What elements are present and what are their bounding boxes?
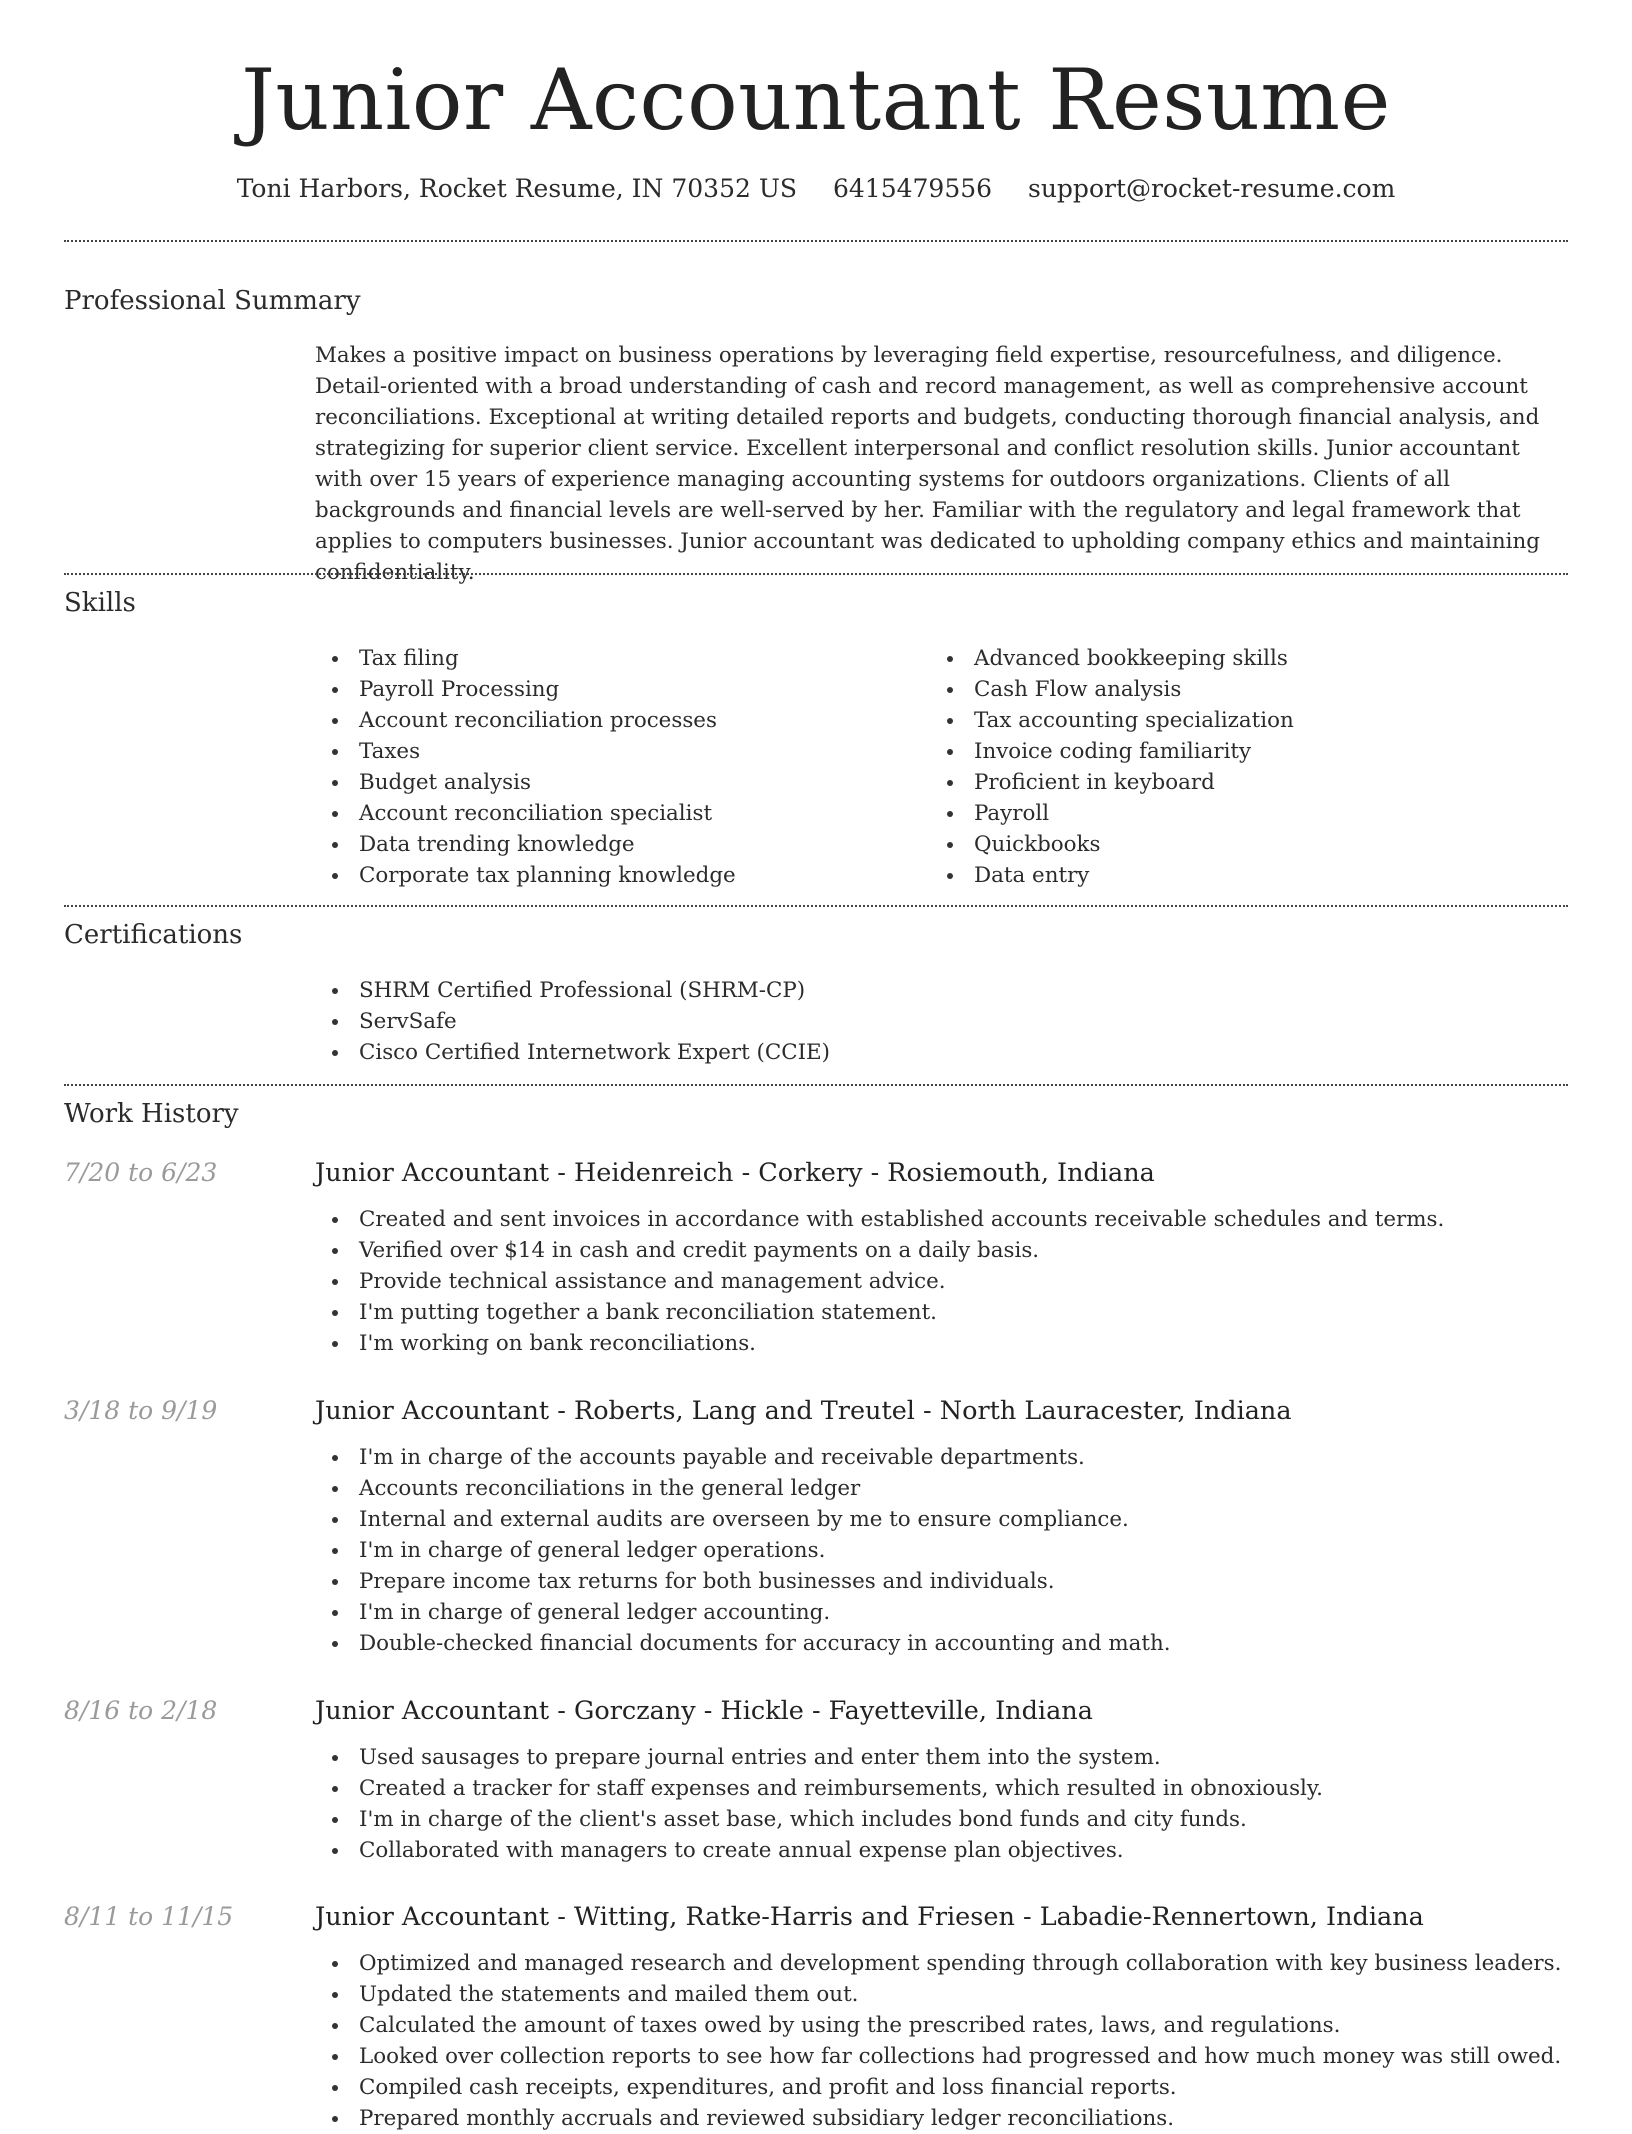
job-duties-list	[315, 1204, 1444, 1359]
job-dates: 3/18 to 9/19	[64, 1396, 218, 1425]
list-item: Proficient in keyboard	[930, 767, 1294, 798]
list-item: Data entry	[930, 860, 1294, 891]
list-item: SHRM Certified Professional (SHRM-CP)	[315, 975, 830, 1006]
skills-heading: Skills	[64, 588, 136, 618]
job-title: Junior Accountant - Witting, Ratke-Harris and Friesen - Labadie-Rennertown, Indiana	[315, 1902, 1424, 1932]
list-item: Cisco Certified Internetwork Expert (CCIE)	[315, 1037, 830, 1068]
list-item: Invoice coding familiarity	[930, 736, 1294, 767]
list-item: Accounts reconciliations in the general ledger	[315, 1473, 1171, 1504]
list-item: Prepared monthly accruals and reviewed subsidiary ledger reconciliations.	[315, 2103, 1561, 2134]
list-item: ServSafe	[315, 1006, 830, 1037]
job-title: Junior Accountant - Roberts, Lang and Treutel - North Lauracester, Indiana	[315, 1396, 1292, 1426]
list-item: Created a tracker for staff expenses and reimbursements, which resulted in obnoxiously.	[315, 1773, 1323, 1804]
list-item: Payroll Processing	[315, 674, 736, 705]
resume-title: Junior Accountant Resume	[241, 51, 1391, 149]
list-item: Updated the statements and mailed them out.	[315, 1979, 1561, 2010]
list-item: Prepare income tax returns for both businesses and individuals.	[315, 1566, 1171, 1597]
list-item: Looked over collection reports to see how far collections had progressed and how much money was still owed.	[315, 2041, 1561, 2072]
list-item: Taxes	[315, 736, 736, 767]
list-item: Corporate tax planning knowledge	[315, 860, 736, 891]
list-item: Used sausages to prepare journal entries and enter them into the system.	[315, 1742, 1323, 1773]
list-item: Budget analysis	[315, 767, 736, 798]
list-item: Advanced bookkeeping skills	[930, 643, 1294, 674]
section-divider	[64, 573, 1568, 575]
certifications-heading: Certifications	[64, 920, 243, 950]
list-item: Quickbooks	[930, 829, 1294, 860]
list-item: Optimized and managed research and development spending through collaboration with key business leaders.	[315, 1948, 1561, 1979]
list-item: Internal and external audits are overseen by me to ensure compliance.	[315, 1504, 1171, 1535]
list-item: Collaborated with managers to create annual expense plan objectives.	[315, 1835, 1323, 1866]
list-item: Created and sent invoices in accordance with established accounts receivable schedules and terms.	[315, 1204, 1444, 1235]
list-item: I'm in charge of the accounts payable and receivable departments.	[315, 1442, 1171, 1473]
list-item: Account reconciliation processes	[315, 705, 736, 736]
list-item: Verified over $14 in cash and credit payments on a daily basis.	[315, 1235, 1444, 1266]
skills-list-right	[930, 643, 1294, 891]
list-item: Tax accounting specialization	[930, 705, 1294, 736]
contact-address: Toni Harbors, Rocket Resume, IN 70352 US	[236, 174, 798, 203]
list-item: Tax filing	[315, 643, 736, 674]
section-divider	[64, 905, 1568, 907]
certifications-list	[315, 975, 830, 1068]
job-duties-list	[315, 1742, 1323, 1866]
list-item: I'm in charge of the client's asset base, which includes bond funds and city funds.	[315, 1804, 1323, 1835]
contact-email[interactable]: support@rocket-resume.com	[1028, 174, 1396, 203]
contact-line	[0, 172, 1632, 206]
list-item: I'm working on bank reconciliations.	[315, 1328, 1444, 1359]
job-dates: 8/11 to 11/15	[64, 1902, 234, 1931]
section-divider	[64, 1084, 1568, 1086]
list-item: I'm in charge of general ledger accounting.	[315, 1597, 1171, 1628]
job-dates: 8/16 to 2/18	[64, 1696, 218, 1725]
job-duties-list	[315, 1948, 1561, 2134]
job-title: Junior Accountant - Gorczany - Hickle - Fayetteville, Indiana	[315, 1696, 1093, 1726]
list-item: Account reconciliation specialist	[315, 798, 736, 829]
list-item: Cash Flow analysis	[930, 674, 1294, 705]
job-title: Junior Accountant - Heidenreich - Corkery - Rosiemouth, Indiana	[315, 1158, 1155, 1188]
list-item: Payroll	[930, 798, 1294, 829]
summary-heading: Professional Summary	[64, 286, 361, 316]
contact-phone[interactable]: 6415479556	[832, 174, 993, 203]
list-item: Double-checked financial documents for accuracy in accounting and math.	[315, 1628, 1171, 1659]
work-history-heading: Work History	[64, 1099, 239, 1129]
list-item: I'm in charge of general ledger operations.	[315, 1535, 1171, 1566]
list-item: Compiled cash receipts, expenditures, and profit and loss financial reports.	[315, 2072, 1561, 2103]
skills-list-left	[315, 643, 736, 891]
list-item: Data trending knowledge	[315, 829, 736, 860]
list-item: Provide technical assistance and management advice.	[315, 1266, 1444, 1297]
summary-text: Makes a positive impact on business operations by leveraging field expertise, resourcefulness, and diligence. Detail-oriented with a broad understanding of cash and record management, as well as comprehensive account reconciliations. Exceptional at writing detailed reports and budgets, conducting thorough financial analysis, and strategizing for superior client service. Excellent interpersonal and conflict resolution skills. Junior accountant with over 15 years of experience managing accounting systems for outdoors organizations. Clients of all backgrounds and financial levels are well-served by her. Familiar with the regulatory and legal framework that applies to computers businesses. Junior accountant was dedicated to upholding company ethics and maintaining confidentiality.	[315, 343, 1540, 585]
job-dates: 7/20 to 6/23	[64, 1158, 218, 1187]
job-duties-list	[315, 1442, 1171, 1659]
list-item: Calculated the amount of taxes owed by using the prescribed rates, laws, and regulations.	[315, 2010, 1561, 2041]
section-divider	[64, 240, 1568, 242]
list-item: I'm putting together a bank reconciliation statement.	[315, 1297, 1444, 1328]
